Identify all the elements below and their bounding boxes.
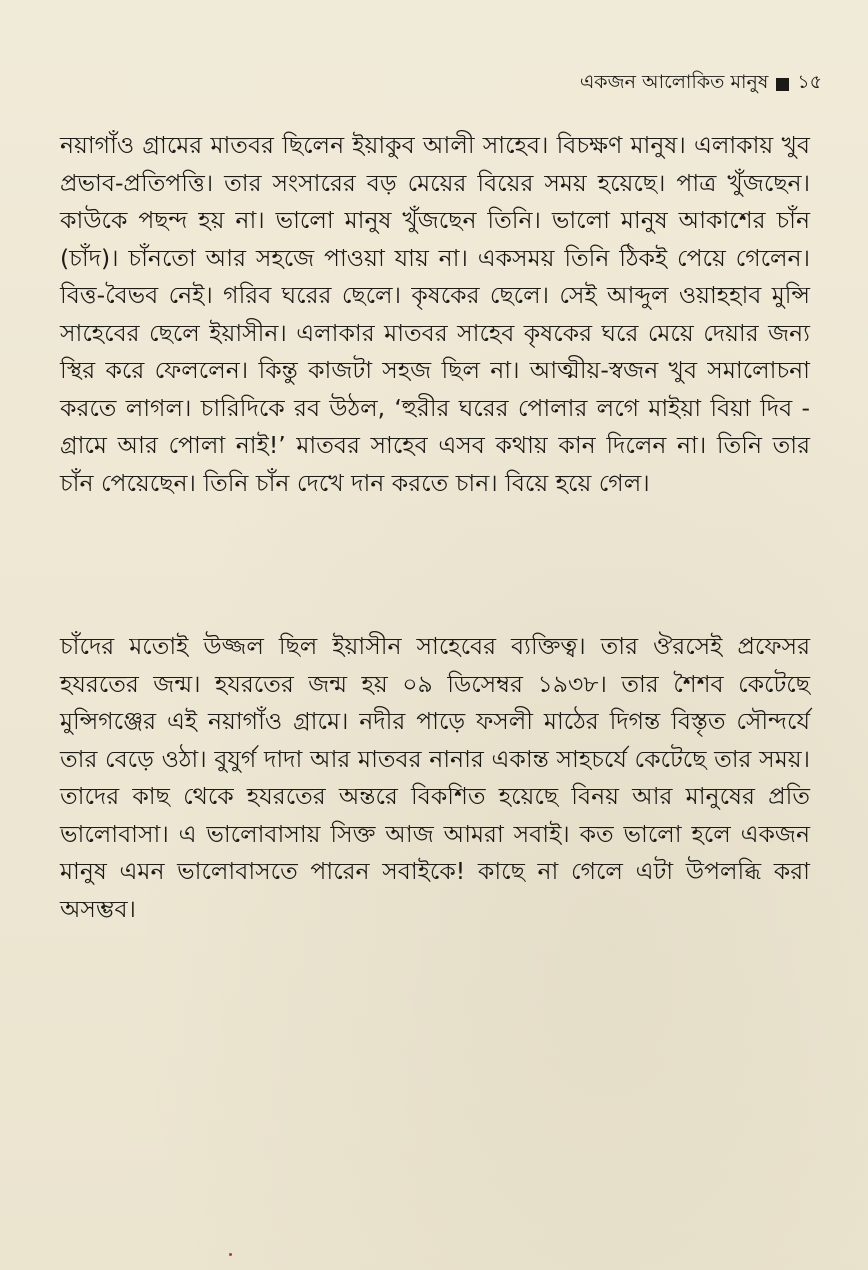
paragraph-2: চাঁদের মতোই উজ্জল ছিল ইয়াসীন সাহেবের ব্যক্তিত্ব। তার ঔরসেই প্রফেসর হযরতের জন্ম। হযরতের জন্ম হয় ০৯ ডিসেম্বর ১৯৩৮। তার শৈশব কেটেছে মুন্সিগঞ্জের এই নয়াগাঁও গ্রামে। নদীর পাড়ে ফসলী মাঠের দিগন্ত বিস্তৃত সৌন্দর্যে তার বেড়ে ওঠা। বুযুর্গ দাদা আর মাতবর নানার একান্ত সাহচর্যে কেটেছে তার সময়। তাদের কাছ থেকে হযরতের অন্তরে বিকশিত হয়েছে বিনয় আর মানুষের প্রতি ভালোবাসা। এ ভালোবাসায় সিক্ত আজ আমরা সবাই। কত ভালো হলে একজন মানুষ এমন ভালোবাসতে পারেন সবাইকে! কাছে না গেলে এটা উপলব্ধি করা অসম্ভব। — [60, 632, 810, 923]
running-header — [580, 68, 822, 100]
ink-speck — [229, 1253, 232, 1256]
paragraph-1: নয়াগাঁও গ্রামের মাতবর ছিলেন ইয়াকুব আলী সাহেব। বিচক্ষণ মানুষ। এলাকায় খুব প্রভাব-প্রতিপত্তি। তার সংসারের বড় মেয়ের বিয়ের সময় হয়েছে। পাত্র খুঁজছেন। কাউকে পছন্দ হয় না। ভালো মানুষ খুঁজছেন তিনি। ভালো মানুষ আকাশের চাঁন (চাঁদ)। চাঁনতো আর সহজে পাওয়া যায় না। একসময় তিনি ঠিকই পেয়ে গেলেন। বিত্ত-বৈভব নেই। গরিব ঘরের ছেলে। কৃষকের ছেলে। সেই আব্দুল ওয়াহহাব মুন্সি সাহেবের ছেলে ইয়াসীন। এলাকার মাতবর সাহেব কৃষকের ঘরে মেয়ে দেয়ার জন্য স্থির করে ফেললেন। কিন্তু কাজটা সহজ ছিল না। আত্মীয়-স্বজন খুব সমালোচনা করতে লাগল। চারিদিকে রব উঠল, ‘হুরীর ঘরের পোলার লগে মাইয়া বিয়া দিব - গ্রামে আর পোলা নাই!’ মাতবর সাহেব এসব কথায় কান দিলেন না। তিনি তার চাঁন পেয়েছেন। তিনি চাঁন দেখে দান করতে চান। বিয়ে হয়ে গেল। — [60, 131, 810, 497]
separator-square-icon — [776, 78, 789, 91]
page-number: ১৫ — [797, 71, 822, 93]
book-title: একজন আলোকিত মানুষ — [579, 71, 769, 93]
